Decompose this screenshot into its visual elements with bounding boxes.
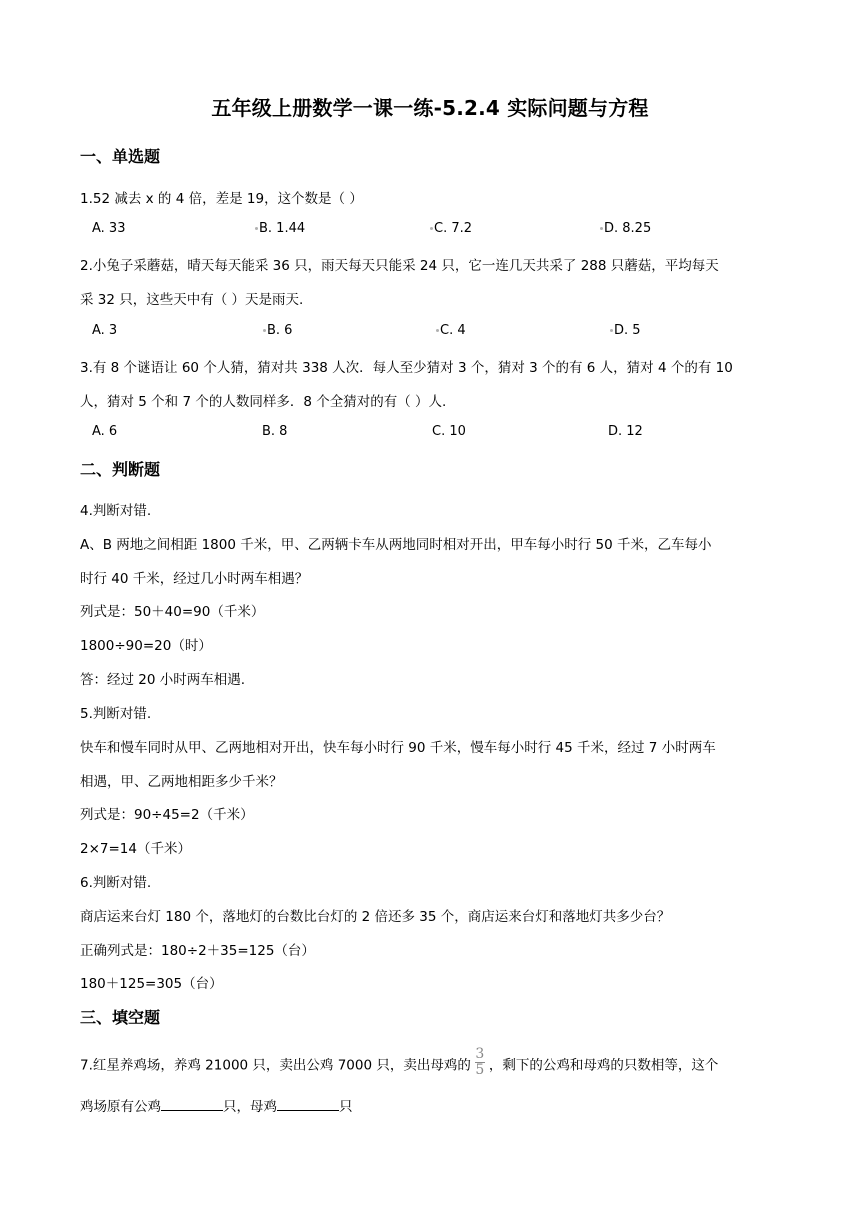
question-1-options: [80, 221, 780, 241]
question-6-heading: 6.判断对错.: [80, 875, 152, 891]
question-4-line-4: 1800÷90=20（时）: [80, 638, 212, 654]
question-6-line-3: 180＋125=305（台）: [80, 976, 223, 992]
fraction-numerator: 3: [475, 1046, 485, 1062]
question-4-line-5: 答：经过 20 小时两车相遇.: [80, 672, 246, 688]
question-4-heading: 4.判断对错.: [80, 503, 152, 519]
q2-option-d-label: D. 5: [614, 323, 641, 338]
question-7-text-c: 鸡场原有公鸡: [80, 1099, 161, 1115]
option-marker-icon: [430, 227, 433, 230]
question-2-line-1: 2.小兔子采蘑菇，晴天每天能采 36 只，雨天每天只能采 24 只，它一连几天共采了 288 只蘑菇，平均每天: [80, 258, 719, 274]
question-6-line-1: 商店运来台灯 180 个，落地灯的台数比台灯的 2 倍还多 35 个，商店运来台灯和落地灯共多少台？: [80, 909, 671, 925]
question-7-text-a: 7.红星养鸡场，养鸡 21000 只，卖出公鸡 7000 只，卖出母鸡的: [80, 1057, 471, 1074]
q1-option-d-label: D. 8.25: [604, 221, 652, 236]
question-5-line-4: 2×7=14（千米）: [80, 841, 191, 857]
question-4-line-1: A、B 两地之间相距 1800 千米，甲、乙两辆卡车从两地同时相对开出，甲车每小时行 50 千米，乙车每小: [80, 537, 712, 553]
q3-option-b[interactable]: B. 8: [262, 424, 288, 439]
q2-option-c-label: C. 4: [440, 323, 466, 338]
question-5-line-2: 相遇，甲、乙两地相距多少千米？: [80, 774, 283, 790]
q3-option-a[interactable]: A. 6: [92, 424, 118, 439]
question-5-heading: 5.判断对错.: [80, 706, 152, 722]
q2-option-d[interactable]: [610, 323, 641, 338]
question-4-line-3: 列式是：50＋40=90（千米）: [80, 604, 265, 620]
fraction-denominator: 5: [475, 1062, 485, 1078]
section-heading-true-false: 二、判断题: [80, 460, 161, 479]
question-7-line-2: [80, 1095, 353, 1115]
q2-option-b-label: B. 6: [267, 323, 293, 338]
q1-option-b[interactable]: [255, 221, 305, 236]
q2-option-c[interactable]: [436, 323, 466, 338]
option-marker-icon: [600, 227, 603, 230]
q2-option-a[interactable]: A. 3: [92, 323, 118, 338]
option-marker-icon: [255, 227, 258, 230]
q1-option-a[interactable]: A. 33: [92, 221, 126, 236]
question-5-line-3: 列式是：90÷45=2（千米）: [80, 807, 254, 823]
q2-option-b[interactable]: [263, 323, 292, 338]
option-marker-icon: [263, 329, 266, 332]
q3-option-c[interactable]: C. 10: [432, 424, 466, 439]
question-3-line-2: 人，猜对 5 个和 7 个的人数同样多．8 个全猜对的有（ ）人.: [80, 394, 447, 410]
option-marker-icon: [436, 329, 439, 332]
question-5-line-1: 快车和慢车同时从甲、乙两地相对开出，快车每小时行 90 千米，慢车每小时行 45 千米，经过 7 小时两车: [80, 740, 716, 756]
section-heading-single-choice: 一、单选题: [80, 147, 161, 166]
question-7-line-1: [80, 1046, 719, 1080]
question-2-options: [80, 323, 780, 343]
question-4-line-2: 时行 40 千米，经过几小时两车相遇？: [80, 571, 309, 587]
question-3-options: [80, 424, 780, 444]
blank-rooster-count[interactable]: [161, 1096, 223, 1111]
page-title: 五年级上册数学一课一练-5.2.4 实际问题与方程: [211, 96, 649, 120]
blank-hen-count[interactable]: [277, 1096, 339, 1111]
q3-option-d[interactable]: D. 12: [608, 424, 643, 439]
fraction-three-fifths: [475, 1048, 485, 1077]
q1-option-c[interactable]: [430, 221, 472, 236]
q1-option-d[interactable]: [600, 221, 651, 236]
option-marker-icon: [610, 329, 613, 332]
question-7-text-b: ，剩下的公鸡和母鸡的只数相等，这个: [488, 1057, 719, 1074]
question-2-line-2: 采 32 只，这些天中有（ ）天是雨天.: [80, 292, 304, 308]
question-1-text: 1.52 减去 x 的 4 倍，差是 19，这个数是（ ）: [80, 191, 363, 207]
question-6-line-2: 正确列式是：180÷2＋35=125（台）: [80, 943, 315, 959]
question-3-line-1: 3.有 8 个谜语让 60 个人猜，猜对共 338 人次．每人至少猜对 3 个，猜对 3 个的有 6 人，猜对 4 个的有 10: [80, 360, 733, 376]
q1-option-b-label: B. 1.44: [259, 221, 306, 236]
question-7-text-d: 只，母鸡: [223, 1099, 277, 1115]
q1-option-c-label: C. 7.2: [434, 221, 473, 236]
question-7-text-e: 只: [339, 1099, 353, 1115]
section-heading-fill-blank: 三、填空题: [80, 1008, 161, 1027]
